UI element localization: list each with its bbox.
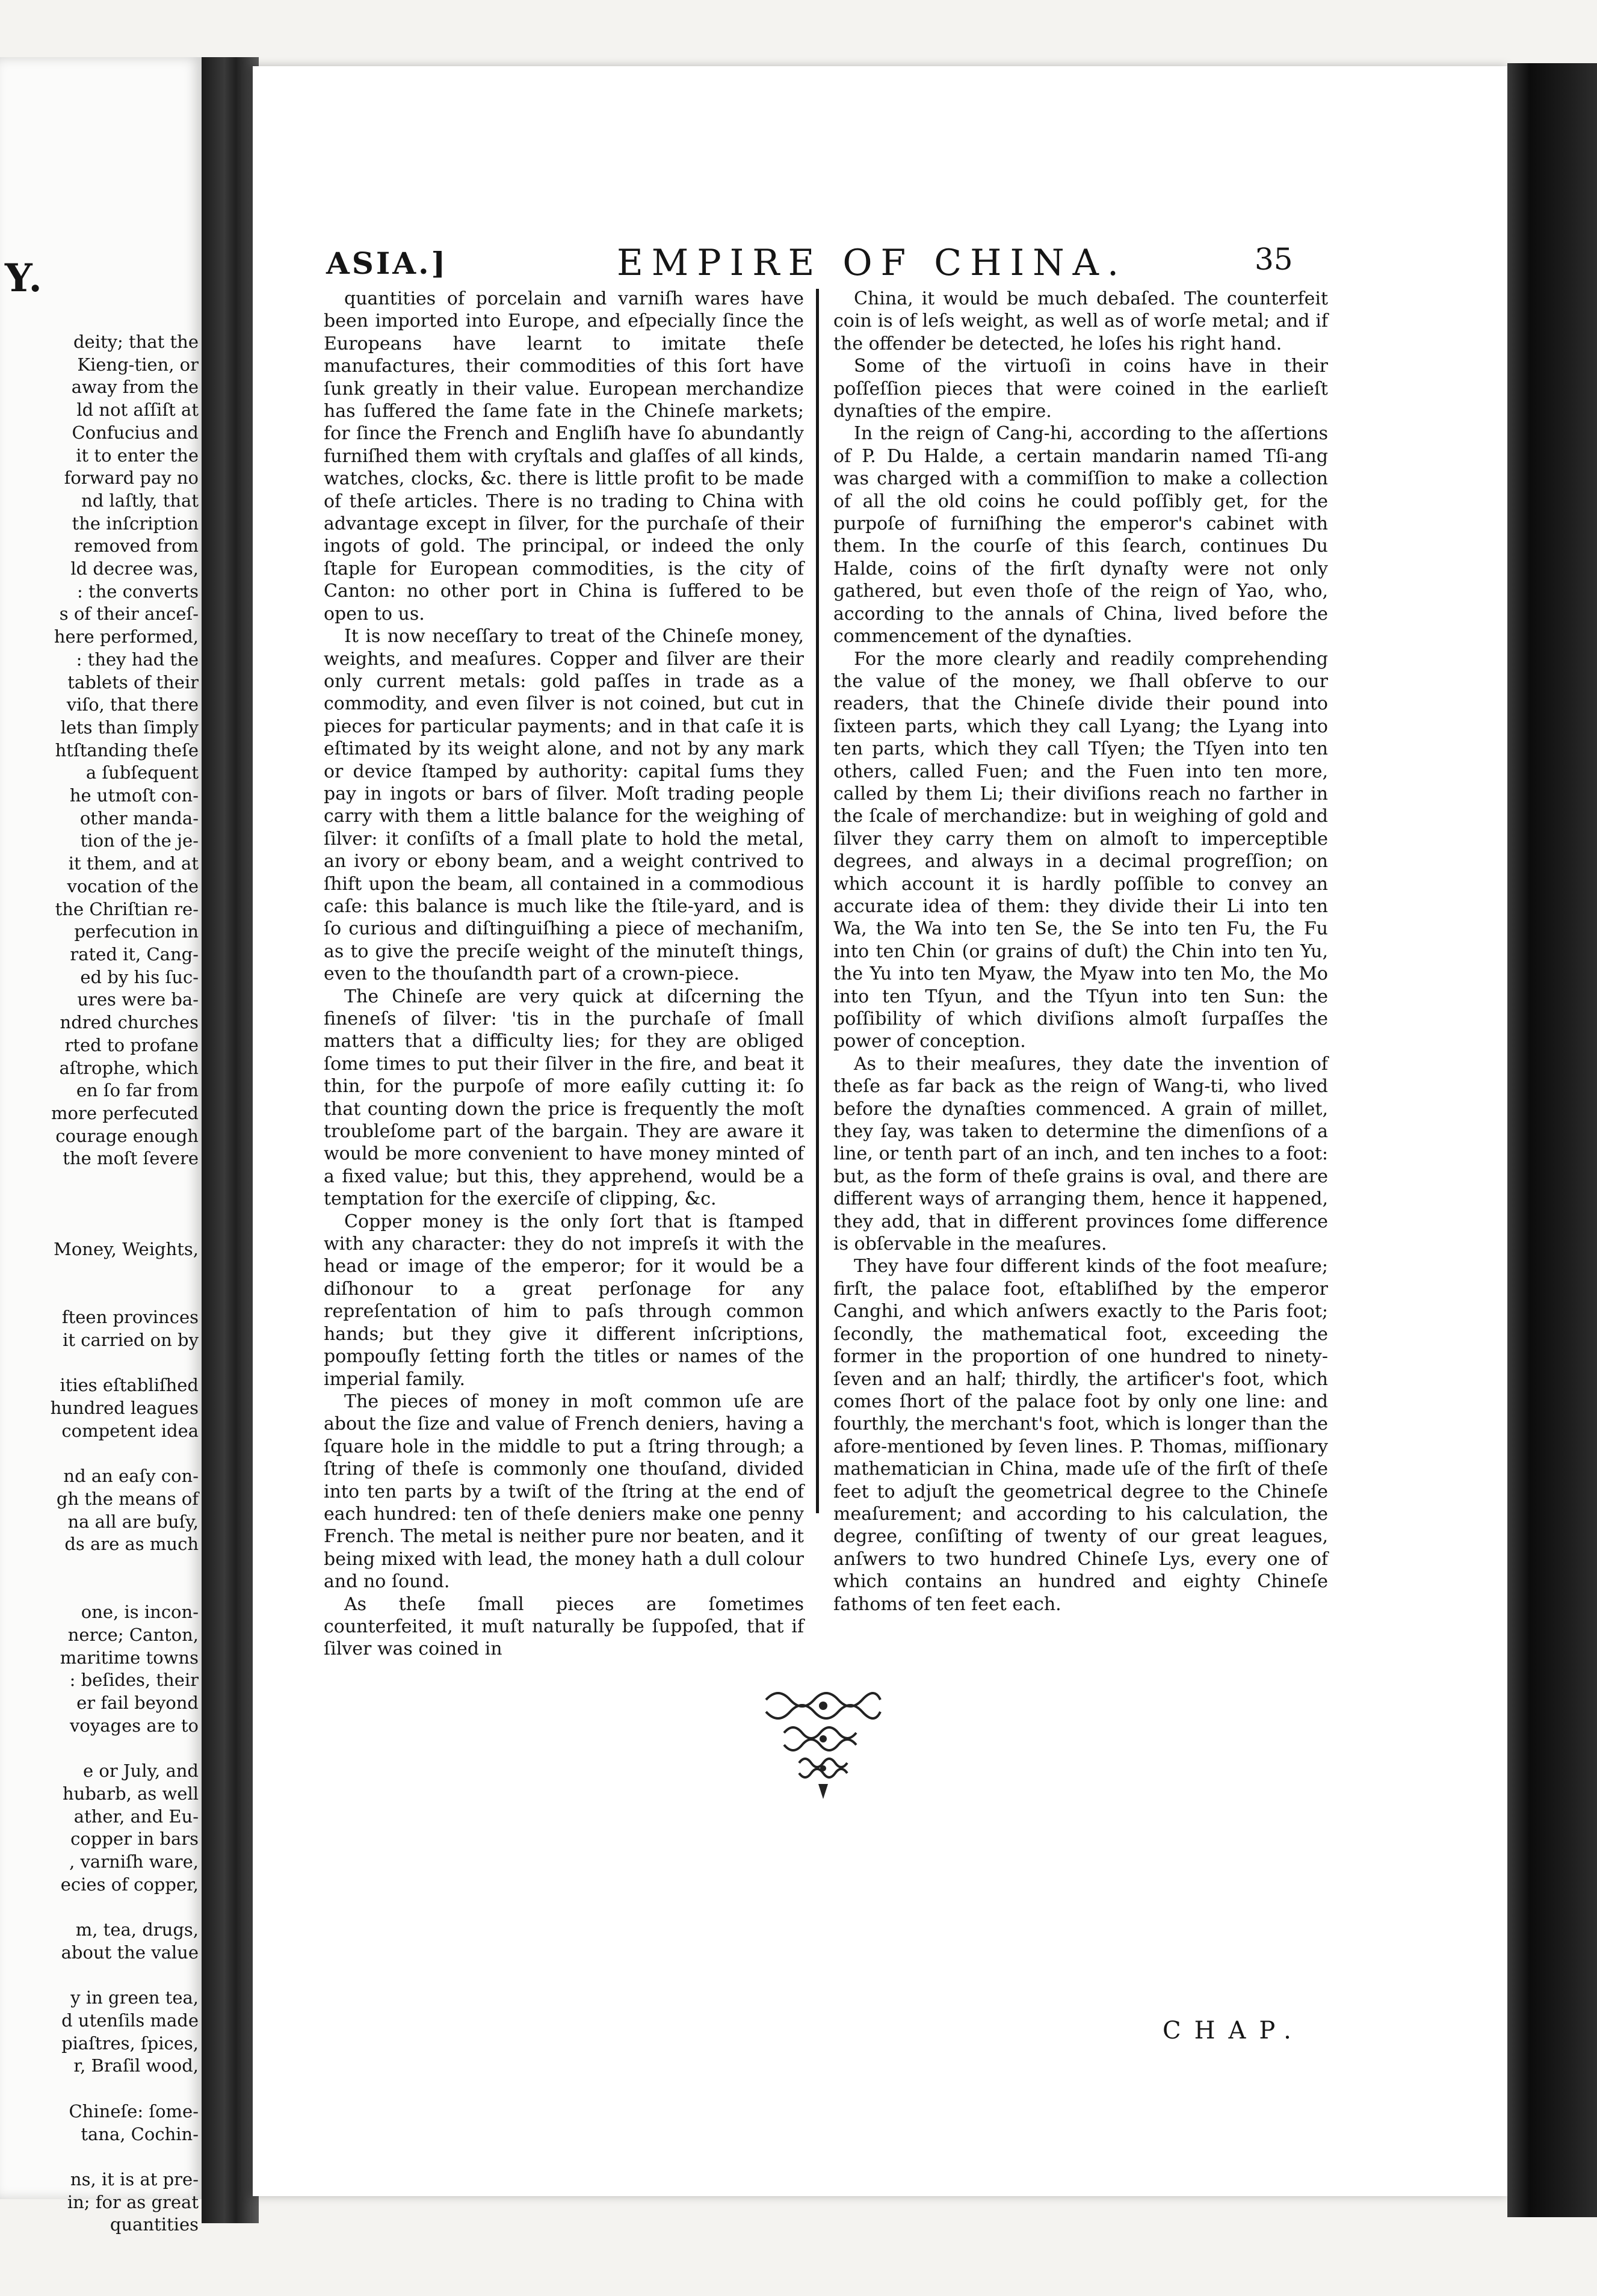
left-page-line: : beſides, their	[69, 1670, 199, 1691]
left-page-line	[0, 1193, 199, 1216]
paragraph: They have four different kinds of the foot meaſure; firſt, the palace foot, eſtabliſhed by the emperor Canghi, and which anſwers exactly to the Paris foot; ſecondly, the mathematical foot, exceeding the former in the proportion of one hundred to ninety-ſeven and an half; thirdly, the artificer's foot, which comes ſhort of the palace foot by only one line: and fourthly, the merchant's foot, which is longer than the afore-mentioned by ſeven lines. P. Thomas, miſſionary mathematician in China, made uſe of the firſt of theſe feet to adjuſt the geometrical degree to the Chineſe meaſurement; and according to his calculation, the degree, conſiſting of twenty of our great leagues, anſwers to two hundred Chineſe Lys, every one of which contains an hundred and eighty Chineſe fathoms of ten feet each.	[833, 1256, 1328, 1615]
left-page-line	[0, 1964, 199, 1987]
left-page-line: hubarb, as well	[63, 1783, 199, 1804]
left-page-line: vocation of the	[67, 875, 199, 896]
tailpiece-ornament	[763, 1688, 883, 1802]
left-page-line: it carried on by	[63, 1329, 199, 1350]
left-page-line: away from the	[71, 377, 199, 398]
left-page-line: ecies of copper,	[60, 1874, 199, 1895]
left-page-line: other manda-	[79, 807, 199, 829]
left-page-line: m, tea, drugs,	[75, 1919, 199, 1940]
left-page-line	[0, 2146, 199, 2168]
paragraph: As theſe ſmall pieces are ſometimes counterfeited, it muſt naturally be ſuppoſed, that if ſilver was coined in	[324, 1593, 804, 1660]
left-page-text-fragment	[0, 331, 199, 2236]
left-page-line: aſtrophe, which	[59, 1057, 199, 1078]
left-page-line: r, Braſil wood,	[73, 2055, 199, 2076]
left-page-line: maritime towns	[60, 1647, 199, 1668]
left-page-line: hundred leagues	[50, 1398, 199, 1419]
left-page-line: viſo, that there	[66, 694, 199, 715]
left-page-line: copper in bars	[70, 1828, 199, 1850]
left-page-line: the moſt ſevere	[63, 1148, 199, 1169]
left-page-line: nd an eaſy con-	[63, 1466, 199, 1487]
left-page-line: ds are as much	[64, 1534, 199, 1555]
left-page-line: ather, and Eu-	[73, 1806, 199, 1827]
left-page-line: nerce; Canton,	[67, 1625, 199, 1646]
left-page-line	[0, 1738, 199, 1761]
left-page-line: one, is incon-	[81, 1602, 199, 1623]
left-page-line: s of their anceſ-	[59, 603, 199, 625]
left-page-line: nd laſtly, that	[81, 490, 199, 511]
paragraph: The Chineſe are very quick at diſcerning the fineneſs of ſilver: 'tis in the purchaſe of ſmall matters that a difficulty lies; for they are obliged ſome times to put their ſilver in the fire, and beat it thin, for the purpoſe of more eaſily cutting it: ſo that counting down the price is frequently the moſt troubleſome part of the bargain. They are aware it would be more convenient to have money minted of a fixed value; but this, they apprehend, would be a temptation for the exerciſe of clipping, &c.	[324, 986, 804, 1210]
running-head-section: ASIA.]	[326, 245, 448, 281]
left-page-line: , varniſh ware,	[69, 1851, 199, 1872]
left-page-line: na all are buſy,	[67, 1511, 199, 1532]
left-page-line: voyages are to	[70, 1715, 199, 1736]
left-page-line: here performed,	[54, 626, 199, 647]
left-page-line: ures were ba-	[77, 989, 199, 1010]
left-page-line	[0, 1261, 199, 1284]
left-page-line: er fail beyond	[76, 1693, 199, 1714]
left-page-line: : the converts	[76, 581, 199, 602]
left-page-line: it to enter the	[76, 445, 199, 466]
page-number: 35	[1255, 242, 1293, 277]
left-page-line	[0, 1215, 199, 1238]
paragraph: Copper money is the only ſort that is ſtamped with any character: they do not impreſs it with the head or image of the emperor; for it would be a diſhonour to a great perſonage for any repreſentation of him to paſs through common hands; but they give it different inſcriptions, pompouſly ſetting forth the titles or names of the imperial family.	[324, 1211, 804, 1390]
facing-left-page	[0, 57, 202, 2235]
left-page-line	[0, 1170, 199, 1193]
left-page-line: in; for as great	[67, 2191, 199, 2212]
left-page-line	[0, 1556, 199, 1579]
left-page-line: ns, it is at pre-	[70, 2168, 199, 2190]
left-page-line	[0, 1352, 199, 1375]
left-page-line: fteen provinces	[61, 1307, 199, 1328]
left-page-line: gh the means of	[56, 1488, 199, 1509]
left-page-line: htſtanding theſe	[55, 739, 199, 761]
left-page-line: it them, and at	[68, 853, 199, 874]
left-page-line: ld not aſſiſt at	[76, 400, 199, 421]
left-page-line: removed from	[74, 535, 199, 557]
left-page-line	[0, 1284, 199, 1307]
left-page-line: ities eſtabliſhed	[60, 1375, 199, 1396]
catchword: CHAP.	[1163, 2017, 1305, 2044]
left-page-line: competent idea	[61, 1420, 199, 1441]
paragraph: In the reign of Cang-hi, according to the aſſertions of P. Du Halde, a certain mandarin named Tſi-ang was charged with a commiſſion to make a collection of all the old coins he could poſſibly get, for the purpoſe of furniſhing the emperor's cabinet with them. In the courſe of this ſearch, continues Du Halde, coins of the firſt dynaſty were not only gathered, but even thoſe of the reign of Yao, who, according to the annals of China, lived before the commencement of the dynaſties.	[833, 423, 1328, 647]
left-page-line: : they had the	[76, 649, 199, 670]
running-head-title: EMPIRE OF CHINA.	[617, 242, 1128, 284]
left-page-line	[0, 2078, 199, 2100]
paragraph: quantities of porcelain and varniſh wares have been imported into Europe, and eſpecially ſince the Europeans have learnt to imitate theſe manufactures, their commodities of this ſort have ſunk greatly in their value. European merchandize has ſuffered the ſame fate in the Chineſe markets; for ſince the French and Engliſh have ſo abundantly furniſhed them with cryſtals and glaſſes of all kinds, watches, clocks, &c. there is little profit to be made of theſe articles. There is no trading to China with advantage except in ſilver, for the purchaſe of their ingots of gold. The principal, or indeed the only ſtaple for European commodities, is the city of Canton: no other port in China is ſuffered to be open to us.	[324, 288, 804, 625]
left-page-line: en ſo far from	[76, 1080, 199, 1101]
paragraph: Some of the virtuoſi in coins have in their poſſeſſion pieces that were coined in the earlieſt dynaſties of the empire.	[833, 356, 1328, 422]
text-column-left	[324, 288, 804, 1661]
paragraph: China, it would be much debaſed. The counterfeit coin is of leſs weight, as well as of worſe metal; and if the offender be detected, he loſes his right hand.	[833, 288, 1328, 354]
left-page-line	[0, 1442, 199, 1465]
left-page-line: piaſtres, ſpices,	[61, 2032, 199, 2054]
left-page-line: tana, Cochin-	[81, 2123, 199, 2144]
left-page-line: quantities	[110, 2214, 199, 2235]
left-page-line: he utmoſt con-	[69, 785, 199, 806]
left-page-line	[0, 1579, 199, 1602]
left-page-line: a ſubſequent	[85, 762, 199, 783]
column-rule	[816, 289, 819, 1513]
left-page-line	[0, 1896, 199, 1919]
paragraph: It is now neceſſary to treat of the Chineſe money, weights, and meaſures. Copper and ſilver are their only current metals: gold paſſes in trade as a commodity, and even ſilver is not coined, but cut in pieces for particular payments; and in that caſe it is eſtimated by its weight alone, and not by any mark or device ſtamped by authority: capital ſums they pay in ingots or bars of ſilver. Moſt trading people carry with them a little balance for the weighing of ſilver: it conſiſts of a ſmall plate to hold the metal, an ivory or ebony beam, and a weight contrived to ſhift upon the beam, all contained in a commodious caſe: this balance is much like the ſtile-yard, and is ſo curious and diſtinguiſhing a piece of mechaniſm, as to give the preciſe weight of the minuteſt things, even to the thouſandth part of a crown-piece.	[324, 626, 804, 985]
book-gutter	[202, 57, 259, 2223]
left-page-line: e or July, and	[83, 1761, 199, 1782]
left-page-line: about the value	[61, 1942, 199, 1963]
left-page-line: ndred churches	[60, 1012, 199, 1033]
left-page-running-head: Y.	[5, 256, 43, 301]
left-page-line: y in green tea,	[70, 1987, 199, 2008]
left-page-line: courage enough	[55, 1125, 199, 1146]
left-page-line: rted to profane	[64, 1034, 199, 1055]
paragraph: The pieces of money in moſt common uſe are about the ſize and value of French deniers, having a ſquare hole in the middle to put a ſtring through; a ſtring of theſe is commonly one thouſand, divided into ten parts by a twiſt of the ſtring at the end of each hundred: ten of theſe deniers make one penny French. The metal is neither pure nor beaten, and it being mixed with lead, the money hath a dull colour and no ſound.	[324, 1390, 804, 1593]
left-page-line: Confucius and	[72, 422, 199, 443]
left-page-line: the Chriſtian re-	[55, 898, 199, 919]
left-page-line: more perfecuted	[51, 1102, 199, 1123]
left-page-line: ld decree was,	[70, 558, 199, 579]
left-page-line: tion of the je-	[80, 830, 199, 851]
paragraph: As to their meaſures, they date the invention of theſe as far back as the reign of Wang-ti, who lived before the dynaſties commenced. A grain of millet, they ſay, was taken to determine the dimenſions of a line, or tenth part of an inch, and ten inches to a foot: but, as the form of theſe grains is oval, and there are different ways of arranging them, hence it happened, they add, that in different provinces ſome difference is obſervable in the meaſures.	[833, 1053, 1328, 1255]
left-page-line: Kieng-tien, or	[77, 354, 199, 375]
left-page-line: d utenſils made	[61, 2010, 199, 2031]
left-page-line: deity; that the	[73, 332, 199, 352]
left-page-line: perfecution in	[74, 921, 199, 942]
left-page-line: ed by his ſuc-	[80, 966, 199, 987]
paragraph: For the more clearly and readily comprehending the value of the money, we ſhall obſerve to our readers, that the Chineſe divide their pound into ſixteen parts, which they call Lyang; the Lyang into ten parts, which they call Tſyen; the Tſyen into ten others, called Fuen; and the Fuen into ten more, called by them Li; their diviſions reach no farther in the ſcale of merchandize: but in weighing of gold and ſilver they carry them on almoſt to imperceptible degrees, and always in a decimal progreſſion; on which account it is hardly poſſible to convey an accurate idea of them: they divide their Li into ten Wa, the Wa into ten Se, the Se into ten Fu, the Fu into ten Chin (or grains of duſt) the Chin into ten Yu, the Yu into ten Myaw, the Myaw into ten Mo, the Mo into ten Tſyun, and the Tſyun into ten Sun: the poſſibility of which diviſions almoſt ſurpaſſes the power of conception.	[833, 648, 1328, 1052]
left-page-line: lets than ſimply	[60, 717, 199, 738]
left-page-line: rated it, Cang-	[70, 943, 199, 964]
left-page-line: Chineſe: ſome-	[69, 2100, 199, 2122]
left-page-line: forward pay no	[64, 468, 199, 489]
left-page-line: Money, Weights,	[54, 1239, 199, 1260]
page-edge	[1507, 63, 1597, 2217]
left-page-line: the inſcription	[72, 513, 199, 534]
left-page-line: tablets of their	[67, 671, 199, 693]
text-column-right	[833, 288, 1328, 1616]
